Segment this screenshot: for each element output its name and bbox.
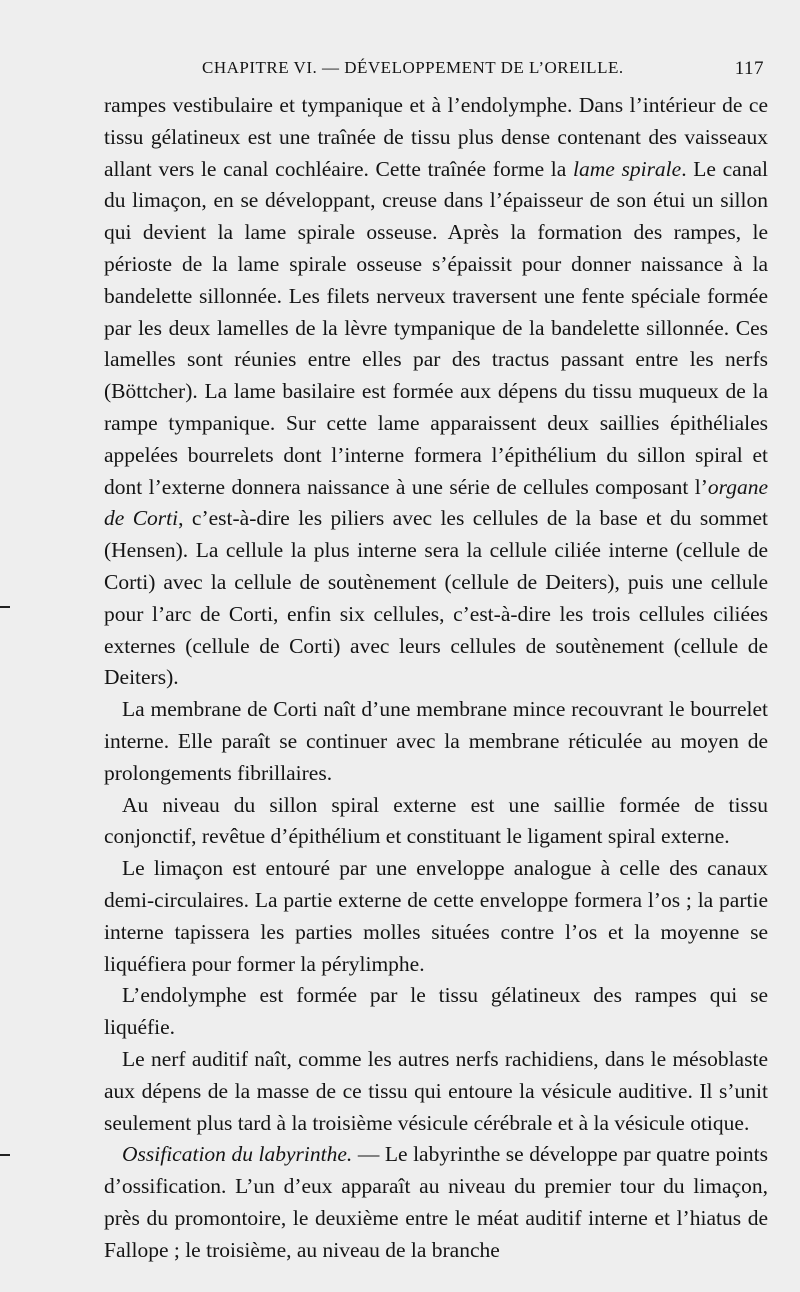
paragraph: La membrane de Corti naît d’une membrane mince recouvrant le bourrelet interne. Elle paraît se continuer avec la membrane réticulée au moyen de prolongements fibrillaires.	[104, 697, 768, 785]
paragraph-text: — Le labyrinthe se développe par quatre points d’ossification. L’un d’eux apparaît au niveau du premier tour du limaçon, près du promontoire, le deuxième entre le méat auditif interne et l’hiatus de Fallope ; le troisième, au niveau de la branche	[104, 1142, 768, 1262]
chapter-title: CHAPITRE VI. — DÉVELOPPEMENT DE L’OREILLE.	[202, 58, 624, 77]
running-head	[104, 58, 768, 88]
italic-term: organe de Corti	[104, 474, 768, 531]
margin-mark	[0, 1154, 10, 1156]
paragraph	[104, 1139, 768, 1266]
paragraph-text: rampes vestibulaire et tympanique et à l’endolymphe. Dans l’intérieur de ce tissu gélatineux est une traînée de tissu plus dense contenant des vaisseaux allant vers le canal cochléaire. Cette traînée forme la	[104, 93, 768, 181]
paragraph-text: . Le canal du limaçon, en se développant, creuse dans l’épaisseur de son étui un sillon qui devient la lame spirale osseuse. Après la formation des rampes, le périoste de la lame spirale osseuse s’épaissit pour donner naissance à la bandelette sillonnée. Les filets nerveux traversent une fente spéciale formée par les deux lamelles de la lèvre tympanique de la bandelette sillonnée. Ces lamelles sont réunies entre elles par des tractus passant entre les nerfs (Böttcher). La lame basilaire est formée aux dépens du tissu muqueux de la rampe tympanique. Sur cette lame apparaissent deux saillies épithéliales appelées bourrelets dont l’interne formera l’épithélium du sillon spiral et dont l’externe donnera naissance à une série de cellules composant l’	[104, 156, 768, 499]
paragraph: L’endolymphe est formée par le tissu gélatineux des rampes qui se liquéfie.	[104, 983, 768, 1040]
section-heading: Ossification du labyrinthe.	[122, 1142, 353, 1167]
margin-mark	[0, 606, 10, 608]
paragraph: Le limaçon est entouré par une enveloppe analogue à celle des canaux demi-circulaires. La partie externe de cette enveloppe formera l’os ; la partie interne tapissera les parties molles situées contre l’os et la moyenne se liquéfiera pour former la pérylimphe.	[104, 856, 768, 976]
page-number: 117	[734, 58, 764, 79]
paragraph-text: , c’est-à-dire les piliers avec les cellules de la base et du sommet (Hensen). La cellule la plus interne sera la cellule ciliée interne (cellule de Corti) avec la cellule de soutènement (cellule de Deiters), puis une cellule pour l’arc de Corti, enfin six cellules, c’est-à-dire les trois cellules ciliées externes (cellule de Corti) avec leurs cellules de soutènement (cellule de Deiters).	[104, 506, 769, 690]
paragraph: Le nerf auditif naît, comme les autres nerfs rachidiens, dans le mésoblaste aux dépens de la masse de ce tissu qui entoure la vésicule auditive. Il s’unit seulement plus tard à la troisième vésicule cérébrale et à la vésicule otique.	[104, 1046, 768, 1135]
body-text	[104, 90, 768, 1266]
paragraph: Au niveau du sillon spiral externe est une saillie formée de tissu conjonctif, revêtue d’épithélium et constituant le ligament spiral externe.	[104, 792, 768, 849]
italic-term: lame spirale	[573, 156, 682, 181]
paragraph	[104, 90, 768, 694]
